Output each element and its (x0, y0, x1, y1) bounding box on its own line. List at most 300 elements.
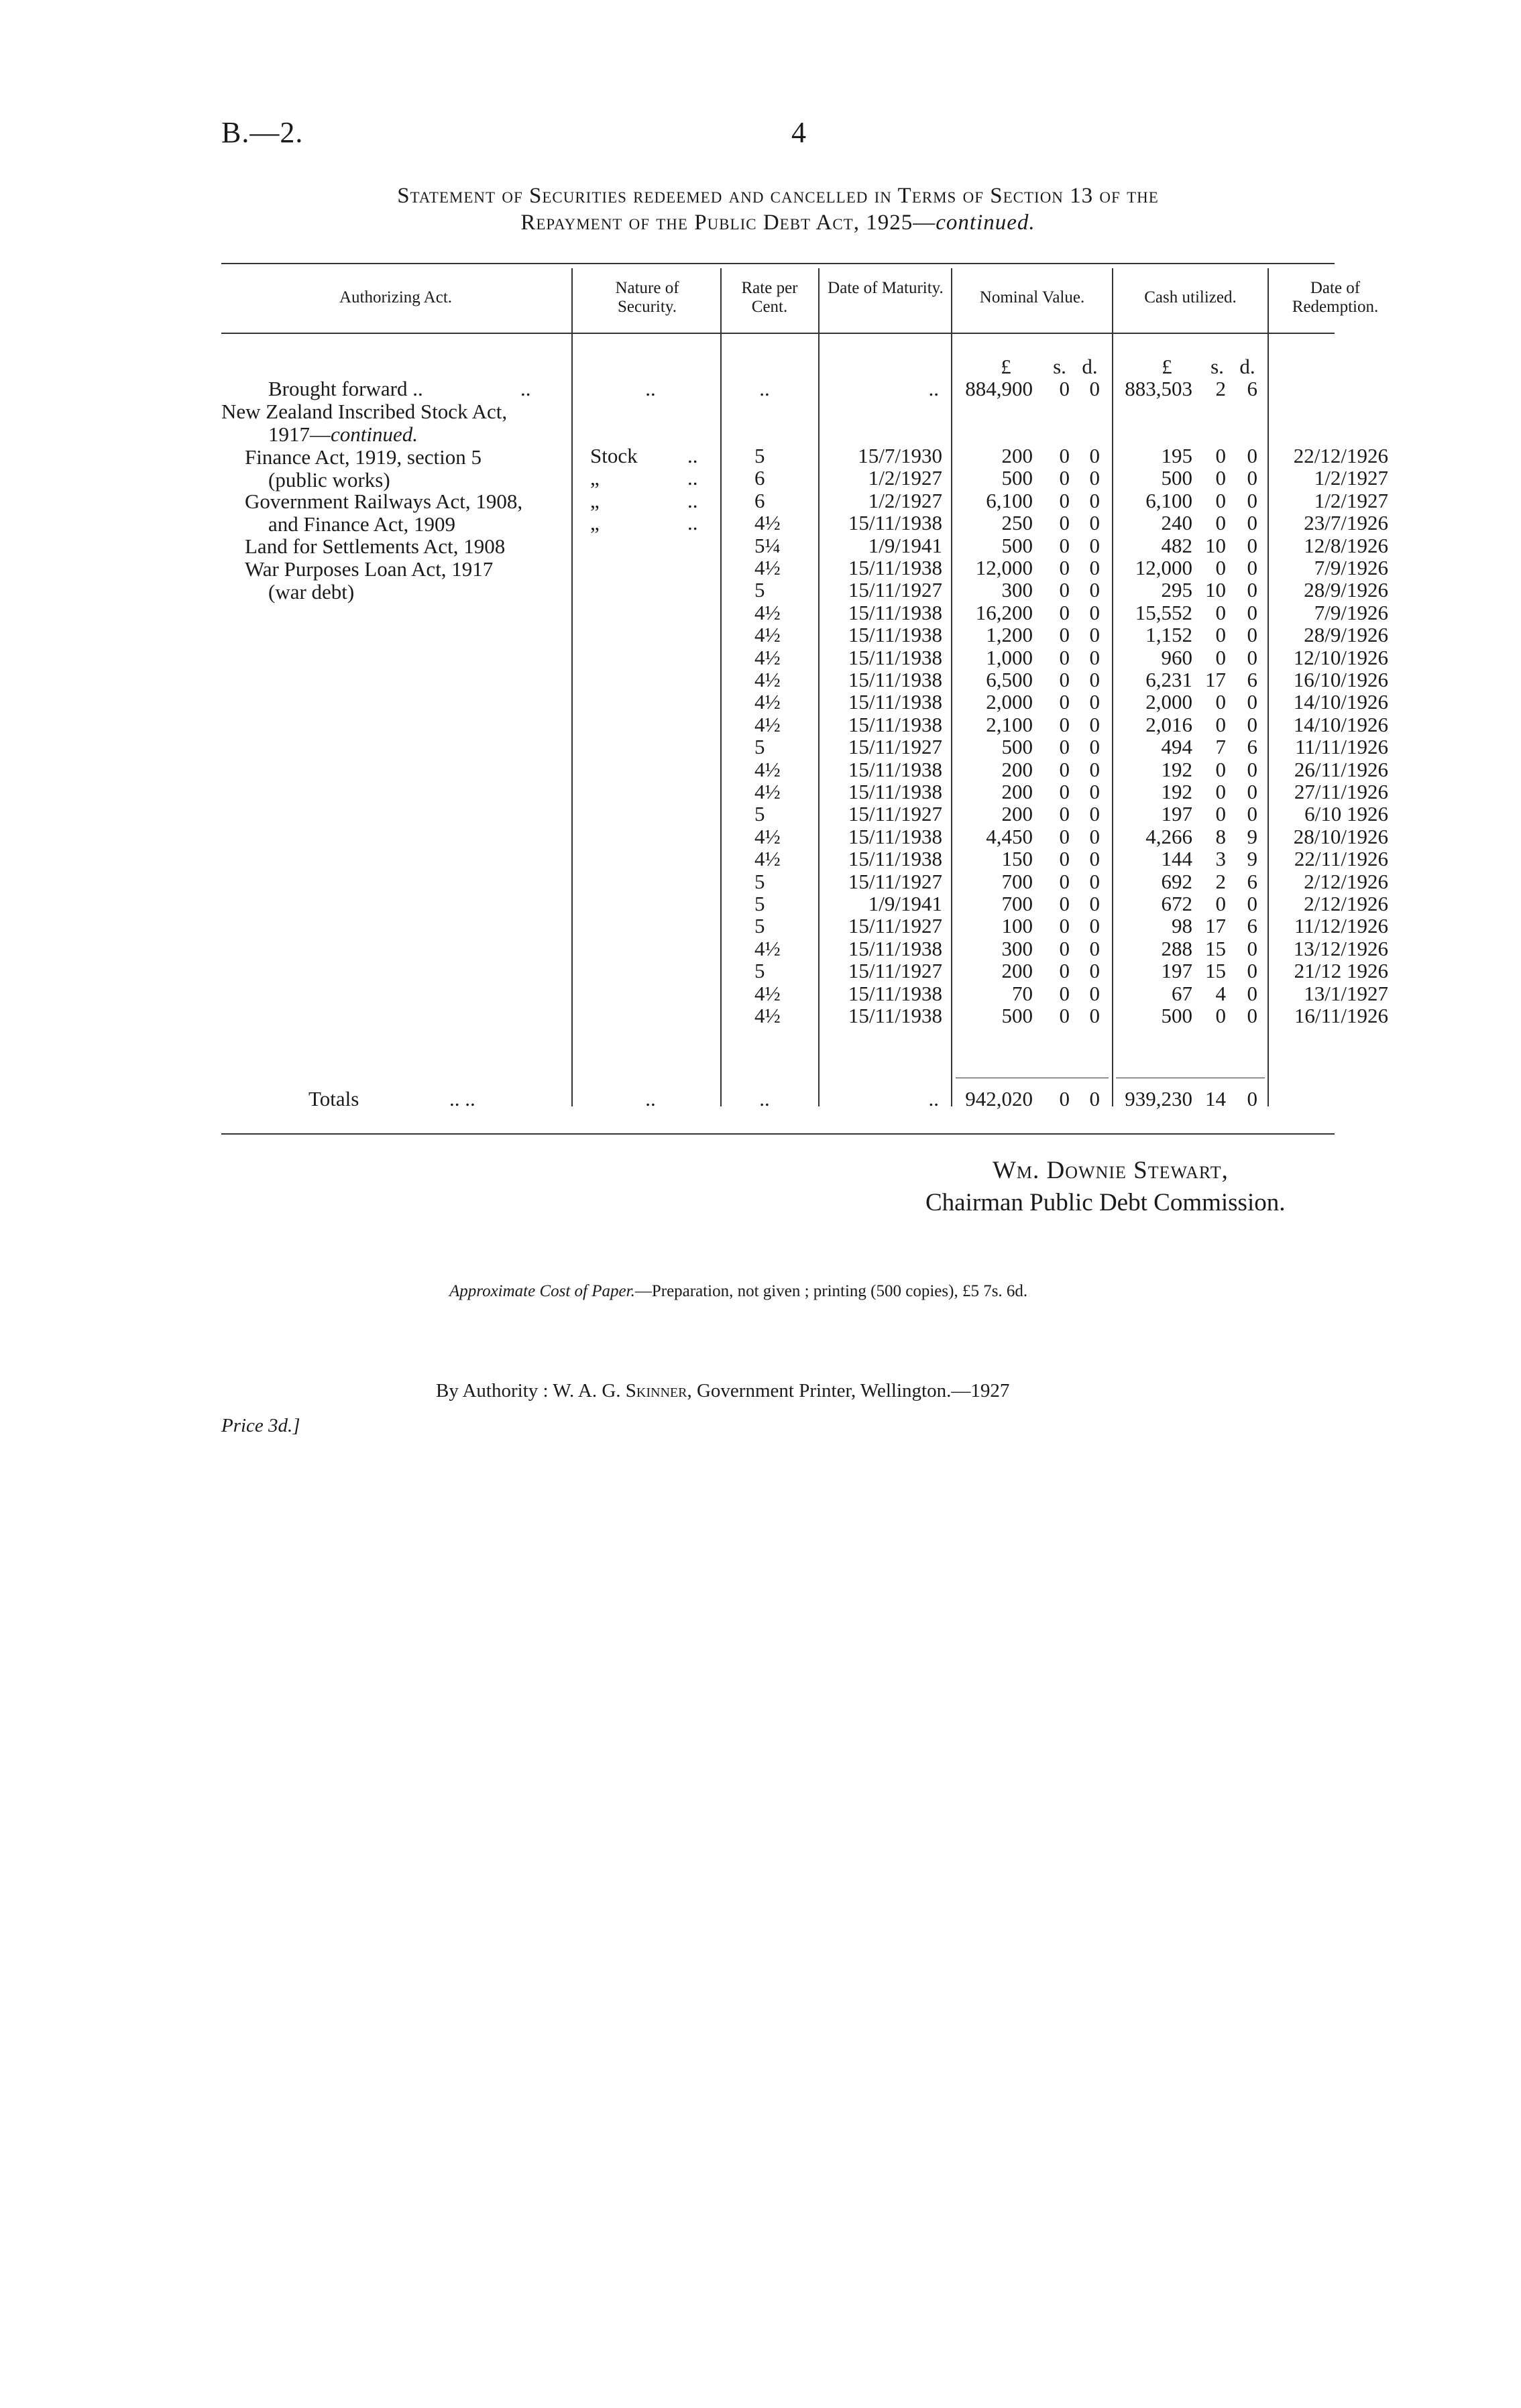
brought-forward-label: Brought forward .. (268, 377, 423, 400)
cash-pence: 0 (1247, 578, 1257, 601)
rate-cell: 5 (754, 870, 765, 893)
nominal-pence: 0 (1089, 556, 1100, 579)
nominal-pounds: 70 (1012, 982, 1033, 1005)
nominal-shillings: 0 (1059, 623, 1070, 646)
cash-pounds: 2,016 (1145, 713, 1192, 736)
cash-shillings: 10 (1205, 534, 1226, 557)
maturity-cell: 15/11/1938 (848, 1004, 942, 1027)
rate-cell: 4½ (754, 511, 781, 534)
maturity-cell: 15/11/1938 (848, 758, 942, 781)
nature-cell: .. (645, 1087, 656, 1110)
col-header-rate: Rate per Cent. (741, 279, 798, 316)
nominal-pounds: 200 (1001, 444, 1033, 467)
nominal-pounds: 200 (1001, 959, 1033, 982)
cash-shillings: 0 (1215, 690, 1226, 713)
nominal-pence: 0 (1089, 377, 1100, 400)
col-divider (818, 268, 820, 1106)
nominal-shillings: 0 (1059, 780, 1070, 803)
nominal-pence: 0 (1089, 534, 1100, 557)
cash-shillings: 7 (1215, 735, 1226, 758)
authority-prefix: By Authority : W. A. G. (436, 1380, 626, 1401)
cost-text: —Preparation, not given ; printing (500 copies), £5 7s. 6d. (634, 1282, 1028, 1300)
redemption-cell: 12/10/1926 (1293, 646, 1388, 669)
table-bottom-rule (221, 1133, 1335, 1135)
cash-shillings: 2 (1215, 377, 1226, 400)
cash-pence: 6 (1247, 735, 1257, 758)
unit-pounds: £ (1162, 355, 1172, 378)
nominal-shillings: 0 (1059, 646, 1070, 669)
unit-shillings: s. (1053, 355, 1066, 378)
rate-cell: 4½ (754, 556, 781, 579)
totals-label: Totals (308, 1087, 359, 1110)
cash-pence: 0 (1247, 489, 1257, 512)
cash-pence: 0 (1247, 959, 1257, 982)
cash-pence: 0 (1247, 556, 1257, 579)
rate-cell: 4½ (754, 780, 781, 803)
nominal-shillings: 0 (1059, 735, 1070, 758)
document-id: B.—2. (221, 116, 304, 149)
cash-pounds: 500 (1161, 466, 1192, 490)
nominal-shillings: 0 (1059, 601, 1070, 624)
cash-shillings: 0 (1215, 646, 1226, 669)
nominal-pounds: 6,500 (986, 668, 1033, 691)
maturity-cell: .. (928, 1087, 939, 1110)
nominal-pounds: 300 (1001, 578, 1033, 601)
nominal-shillings: 0 (1059, 444, 1070, 467)
nominal-shillings: 0 (1059, 489, 1070, 512)
rate-cell: 5 (754, 892, 765, 915)
redemption-cell: 16/10/1926 (1293, 668, 1388, 691)
cash-pounds: 672 (1161, 892, 1192, 915)
cash-shillings: 0 (1215, 802, 1226, 825)
cash-pence: 0 (1247, 892, 1257, 915)
nominal-shillings: 0 (1059, 959, 1070, 982)
nominal-pounds: 300 (1001, 937, 1033, 960)
nominal-pence: 0 (1089, 870, 1100, 893)
maturity-cell: 15/11/1938 (848, 601, 942, 624)
header-bottom-rule (221, 333, 1335, 334)
rate-cell: 5¼ (754, 534, 781, 557)
nominal-pounds: 942,020 (965, 1087, 1033, 1110)
maturity-cell: 15/11/1938 (848, 690, 942, 713)
maturity-cell: 1/9/1941 (868, 892, 942, 915)
cash-pence: 0 (1247, 601, 1257, 624)
nominal-shillings: 0 (1059, 937, 1070, 960)
cash-shillings: 15 (1205, 959, 1226, 982)
cash-shillings: 10 (1205, 578, 1226, 601)
cash-pounds: 482 (1161, 534, 1192, 557)
rate-cell: 4½ (754, 937, 781, 960)
cash-pence: 0 (1247, 758, 1257, 781)
nominal-pounds: 16,200 (975, 601, 1033, 624)
col-divider (720, 268, 722, 1106)
cash-pounds: 295 (1161, 578, 1192, 601)
cash-shillings: 0 (1215, 892, 1226, 915)
redemption-cell: 6/10 1926 (1304, 802, 1388, 825)
signature-block (925, 1155, 1285, 1219)
nominal-pounds: 500 (1001, 735, 1033, 758)
col-header-nature: Nature of Security. (615, 279, 679, 316)
table-top-rule (221, 263, 1335, 264)
act-text: Finance Act, 1919, section 5 (245, 445, 482, 469)
rate-cell: .. (759, 1087, 770, 1110)
nominal-shillings: 0 (1059, 802, 1070, 825)
nominal-pounds: 700 (1001, 870, 1033, 893)
cash-pence: 0 (1247, 1004, 1257, 1027)
title-line-2-text: Repayment of the Public Debt Act, 1925— (520, 211, 936, 235)
nominal-shillings: 0 (1059, 825, 1070, 848)
rate-cell: 4½ (754, 825, 781, 848)
nominal-pence: 0 (1089, 982, 1100, 1005)
cash-pounds: 500 (1161, 1004, 1192, 1027)
act-text: Government Railways Act, 1908, (245, 490, 523, 513)
nominal-pence: 0 (1089, 892, 1100, 915)
maturity-cell: 15/11/1938 (848, 556, 942, 579)
maturity-cell: 15/7/1930 (858, 444, 942, 467)
nominal-shillings: 0 (1059, 1087, 1070, 1110)
nominal-pence: 0 (1089, 646, 1100, 669)
cash-shillings: 0 (1215, 511, 1226, 534)
nominal-pence: 0 (1089, 668, 1100, 691)
nominal-pence: 0 (1089, 690, 1100, 713)
maturity-cell: 15/11/1927 (848, 802, 942, 825)
maturity-cell: 15/11/1927 (848, 578, 942, 601)
title-line-1: Statement of Securities redeemed and cancelled in Terms of Section 13 of the (397, 184, 1159, 208)
maturity-cell: 15/11/1938 (848, 937, 942, 960)
col-header-maturity: Date of Maturity. (828, 279, 944, 297)
cash-pounds: 494 (1161, 735, 1192, 758)
cash-shillings: 15 (1205, 937, 1226, 960)
cash-pounds: 883,503 (1125, 377, 1192, 400)
cash-shillings: 8 (1215, 825, 1226, 848)
redemption-cell: 28/9/1926 (1304, 578, 1388, 601)
nominal-shillings: 0 (1059, 690, 1070, 713)
rate-cell: 6 (754, 489, 765, 512)
nominal-pounds: 200 (1001, 780, 1033, 803)
cash-shillings: 0 (1215, 466, 1226, 490)
cash-pence: 0 (1247, 780, 1257, 803)
nominal-pounds: 200 (1001, 802, 1033, 825)
title-line-2 (221, 209, 1335, 236)
cash-shillings: 0 (1215, 489, 1226, 512)
col-header-nominal: Nominal Value. (979, 288, 1085, 306)
nominal-pence: 0 (1089, 511, 1100, 534)
nominal-pounds: 884,900 (965, 377, 1033, 400)
nominal-pounds: 12,000 (975, 556, 1033, 579)
maturity-cell: 15/11/1927 (848, 870, 942, 893)
act-text: (public works) (268, 468, 390, 492)
nominal-shillings: 0 (1059, 870, 1070, 893)
dots: .. (687, 511, 698, 534)
maturity-cell: 1/9/1941 (868, 534, 942, 557)
act-text: War Purposes Loan Act, 1917 (245, 557, 494, 581)
price-note: Price 3d.] (221, 1415, 300, 1436)
redemption-cell: 13/12/1926 (1293, 937, 1388, 960)
cash-shillings: 4 (1215, 982, 1226, 1005)
maturity-cell: 1/2/1927 (868, 489, 942, 512)
cash-shillings: 0 (1215, 444, 1226, 467)
printer-authority (436, 1380, 1009, 1402)
maturity-cell: 15/11/1938 (848, 511, 942, 534)
cash-pounds: 67 (1172, 982, 1192, 1005)
rate-cell: 5 (754, 802, 765, 825)
nominal-pounds: 700 (1001, 892, 1033, 915)
maturity-cell: .. (928, 377, 939, 400)
nominal-pence: 0 (1089, 578, 1100, 601)
nominal-pence: 0 (1089, 780, 1100, 803)
cash-pounds: 2,000 (1145, 690, 1192, 713)
rate-cell: 4½ (754, 623, 781, 646)
act-text (268, 423, 418, 446)
maturity-cell: 15/11/1938 (848, 713, 942, 736)
cash-pence: 9 (1247, 847, 1257, 870)
nominal-pence: 0 (1089, 937, 1100, 960)
nominal-pence: 0 (1089, 802, 1100, 825)
cash-pounds: 15,552 (1135, 601, 1192, 624)
redemption-cell: 28/10/1926 (1293, 825, 1388, 848)
redemption-cell: 23/7/1926 (1304, 511, 1388, 534)
nominal-pence: 0 (1089, 735, 1100, 758)
redemption-cell: 27/11/1926 (1294, 780, 1388, 803)
dots: .. .. (449, 1087, 475, 1110)
rate-cell: 4½ (754, 758, 781, 781)
nominal-pounds: 2,000 (986, 690, 1033, 713)
maturity-cell: 15/11/1938 (848, 982, 942, 1005)
signatory-title: Chairman Public Debt Commission. (925, 1189, 1286, 1216)
redemption-cell: 22/11/1926 (1294, 847, 1388, 870)
cash-pence: 0 (1247, 623, 1257, 646)
maturity-cell: 15/11/1927 (848, 959, 942, 982)
nominal-pounds: 200 (1001, 758, 1033, 781)
cash-pence: 6 (1247, 870, 1257, 893)
cash-pounds: 1,152 (1145, 623, 1192, 646)
rate-cell: 5 (754, 735, 765, 758)
act-text-continued: continued. (331, 422, 418, 446)
cash-shillings: 0 (1215, 623, 1226, 646)
cash-pence: 6 (1247, 668, 1257, 691)
nominal-pence: 0 (1089, 914, 1100, 937)
cash-pence: 0 (1247, 534, 1257, 557)
nominal-pence: 0 (1089, 959, 1100, 982)
rate-cell: 4½ (754, 646, 781, 669)
nominal-shillings: 0 (1059, 982, 1070, 1005)
nominal-shillings: 0 (1059, 713, 1070, 736)
redemption-cell: 14/10/1926 (1293, 713, 1388, 736)
nature-cell: .. (645, 377, 656, 400)
redemption-cell: 1/2/1927 (1314, 466, 1388, 490)
cash-pounds: 98 (1172, 914, 1192, 937)
rate-cell: 5 (754, 444, 765, 467)
rate-cell: 6 (754, 466, 765, 490)
col-header-authorizing-act: Authorizing Act. (339, 288, 453, 306)
rate-cell: 4½ (754, 982, 781, 1005)
act-text: (war debt) (268, 580, 355, 604)
cash-pence: 0 (1247, 444, 1257, 467)
nominal-pence: 0 (1089, 623, 1100, 646)
dots: .. (520, 377, 531, 400)
cash-pence: 0 (1247, 982, 1257, 1005)
rate-cell: .. (759, 377, 770, 400)
redemption-cell: 12/8/1926 (1304, 534, 1388, 557)
cash-pence: 0 (1247, 713, 1257, 736)
redemption-cell: 16/11/1926 (1294, 1004, 1388, 1027)
cost-label: Approximate Cost of Paper. (449, 1282, 635, 1300)
redemption-cell: 7/9/1926 (1314, 556, 1388, 579)
dots: .. (687, 444, 698, 467)
nominal-shillings: 0 (1059, 668, 1070, 691)
cash-pounds: 144 (1161, 847, 1192, 870)
cash-pence: 0 (1247, 1087, 1257, 1110)
cash-pounds: 197 (1161, 959, 1192, 982)
act-text: and Finance Act, 1909 (268, 512, 455, 536)
cash-pounds: 4,266 (1145, 825, 1192, 848)
cash-pounds: 6,231 (1145, 668, 1192, 691)
nominal-pence: 0 (1089, 601, 1100, 624)
page-number: 4 (791, 116, 806, 149)
nature-cell: „ (590, 489, 600, 512)
cash-pounds: 197 (1161, 802, 1192, 825)
nominal-pounds: 500 (1001, 534, 1033, 557)
col-header-cash: Cash utilized. (1144, 288, 1237, 306)
nominal-pounds: 1,000 (986, 646, 1033, 669)
cash-shillings: 0 (1215, 556, 1226, 579)
rate-cell: 5 (754, 914, 765, 937)
cash-pence: 6 (1247, 914, 1257, 937)
rate-cell: 4½ (754, 690, 781, 713)
cash-pounds: 12,000 (1135, 556, 1192, 579)
nominal-shillings: 0 (1059, 578, 1070, 601)
cash-pounds: 240 (1161, 511, 1192, 534)
redemption-cell: 14/10/1926 (1293, 690, 1388, 713)
maturity-cell: 15/11/1938 (848, 668, 942, 691)
nature-cell: Stock (590, 444, 638, 467)
rate-cell: 4½ (754, 601, 781, 624)
redemption-cell: 2/12/1926 (1304, 892, 1388, 915)
redemption-cell: 7/9/1926 (1314, 601, 1388, 624)
cash-shillings: 2 (1215, 870, 1226, 893)
cash-pounds: 288 (1161, 937, 1192, 960)
rate-cell: 4½ (754, 668, 781, 691)
nominal-pence: 0 (1089, 758, 1100, 781)
maturity-cell: 1/2/1927 (868, 466, 942, 490)
nominal-pence: 0 (1089, 1087, 1100, 1110)
cash-pounds: 192 (1161, 758, 1192, 781)
act-text: Land for Settlements Act, 1908 (245, 534, 506, 558)
unit-pounds: £ (1001, 355, 1011, 378)
nominal-pence: 0 (1089, 847, 1100, 870)
cash-pounds: 960 (1161, 646, 1192, 669)
redemption-cell: 26/11/1926 (1294, 758, 1388, 781)
printer-name: Skinner (625, 1380, 687, 1401)
cash-pounds: 195 (1161, 444, 1192, 467)
unit-shillings: s. (1210, 355, 1224, 378)
nominal-pounds: 1,200 (986, 623, 1033, 646)
redemption-cell: 2/12/1926 (1304, 870, 1388, 893)
cash-shillings: 0 (1215, 713, 1226, 736)
cash-pence: 0 (1247, 646, 1257, 669)
maturity-cell: 15/11/1938 (848, 847, 942, 870)
cash-pence: 0 (1247, 511, 1257, 534)
nominal-shillings: 0 (1059, 847, 1070, 870)
redemption-cell: 21/12 1926 (1294, 959, 1388, 982)
cash-pence: 0 (1247, 937, 1257, 960)
rate-cell: 4½ (754, 847, 781, 870)
nominal-pence: 0 (1089, 713, 1100, 736)
cash-shillings: 17 (1205, 668, 1226, 691)
col-divider (571, 268, 573, 1106)
nominal-shillings: 0 (1059, 466, 1070, 490)
cash-pence: 0 (1247, 690, 1257, 713)
redemption-cell: 11/12/1926 (1294, 914, 1388, 937)
cash-shillings: 0 (1215, 780, 1226, 803)
nature-cell: „ (590, 466, 600, 490)
page-title (221, 182, 1335, 236)
rate-cell: 5 (754, 578, 765, 601)
redemption-cell: 13/1/1927 (1304, 982, 1388, 1005)
nominal-shillings: 0 (1059, 556, 1070, 579)
cash-pounds: 6,100 (1145, 489, 1192, 512)
redemption-cell: 28/9/1926 (1304, 623, 1388, 646)
col-divider (1268, 268, 1269, 1106)
cash-shillings: 3 (1215, 847, 1226, 870)
redemption-cell: 22/12/1926 (1293, 444, 1388, 467)
cash-pounds: 939,230 (1125, 1087, 1192, 1110)
cost-note (449, 1282, 1027, 1301)
nominal-shillings: 0 (1059, 1004, 1070, 1027)
cash-shillings: 17 (1205, 914, 1226, 937)
nominal-pounds: 250 (1001, 511, 1033, 534)
nominal-pence: 0 (1089, 825, 1100, 848)
cash-shillings: 0 (1215, 601, 1226, 624)
rate-cell: 4½ (754, 713, 781, 736)
redemption-cell: 1/2/1927 (1314, 489, 1388, 512)
authority-suffix: , Government Printer, Wellington.—1927 (687, 1380, 1010, 1401)
maturity-cell: 15/11/1938 (848, 623, 942, 646)
cash-shillings: 0 (1215, 1004, 1226, 1027)
nominal-shillings: 0 (1059, 511, 1070, 534)
dots: .. (687, 466, 698, 490)
cash-shillings: 0 (1215, 758, 1226, 781)
nominal-shillings: 0 (1059, 914, 1070, 937)
nominal-pounds: 2,100 (986, 713, 1033, 736)
nominal-pounds: 500 (1001, 466, 1033, 490)
maturity-cell: 15/11/1938 (848, 646, 942, 669)
cash-pounds: 692 (1161, 870, 1192, 893)
signatory-name: Wm. Downie Stewart, (993, 1157, 1229, 1184)
cash-pence: 6 (1247, 377, 1257, 400)
nominal-shillings: 0 (1059, 377, 1070, 400)
cash-shillings: 14 (1205, 1087, 1226, 1110)
title-continued: continued. (936, 211, 1035, 235)
cash-pounds: 192 (1161, 780, 1192, 803)
maturity-cell: 15/11/1938 (848, 780, 942, 803)
nature-cell: „ (590, 511, 600, 534)
nominal-pounds: 6,100 (986, 489, 1033, 512)
unit-pence: d. (1082, 355, 1098, 378)
cash-pence: 0 (1247, 466, 1257, 490)
act-text-year: 1917— (268, 422, 331, 446)
rate-cell: 4½ (754, 1004, 781, 1027)
nominal-shillings: 0 (1059, 892, 1070, 915)
cash-pence: 0 (1247, 802, 1257, 825)
maturity-cell: 15/11/1927 (848, 914, 942, 937)
nominal-shillings: 0 (1059, 758, 1070, 781)
cash-pence: 9 (1247, 825, 1257, 848)
nominal-pence: 0 (1089, 489, 1100, 512)
dots: .. (687, 489, 698, 512)
nominal-pence: 0 (1089, 466, 1100, 490)
unit-pence: d. (1239, 355, 1255, 378)
